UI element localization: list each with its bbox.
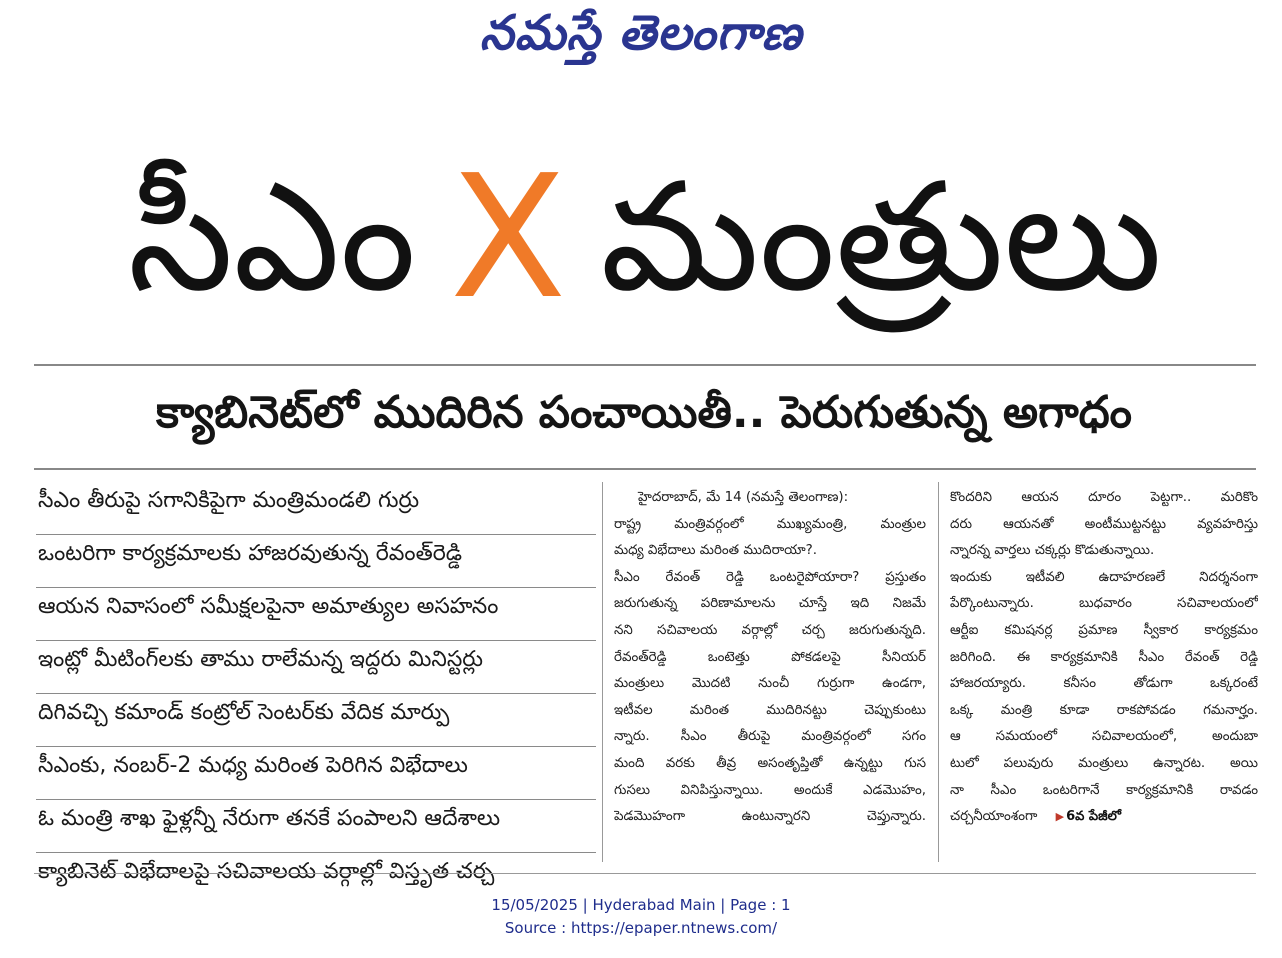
article-line-last <box>950 804 1258 831</box>
article-line: గుసలు వినిపిస్తున్నాయి. అందుకే ఎడమొహం, <box>614 782 926 798</box>
highlights-list <box>36 482 596 905</box>
subheadline-divider <box>34 468 1256 470</box>
article-column-2 <box>950 485 1258 831</box>
article-line: నా సీఎం ఒంటరిగానే కార్యక్రమానికి రావడం <box>950 782 1258 798</box>
highlight-item: సీఎంకు, నంబర్‌-2 మధ్య మరింత పెరిగిన విభేదాలు <box>36 747 596 800</box>
article-line: టులో పలువురు మంత్రులు ఉన్నారట. అయి <box>950 755 1258 771</box>
headline-divider <box>34 364 1256 366</box>
article-line: సీఎం రేవంత్‌ రెడ్డి ఒంటరైపోయారా? ప్రస్తుతం <box>614 569 926 585</box>
arrow-icon: ▶ <box>1055 810 1065 824</box>
footer-divider <box>34 873 1256 874</box>
footer-date-edition: 15/05/2025 | Hyderabad Main | Page : 1 <box>491 896 791 914</box>
highlight-item: దిగివచ్చి కమాండ్‌ కంట్రోల్‌ సెంటర్‌కు వేదిక మార్పు <box>36 694 596 747</box>
headline-right: మంత్రులు <box>600 151 1163 325</box>
article-line: ఆ సమయంలో సచివాలయంలో, అందుబా <box>950 729 1258 745</box>
subheadline: క్యాబినెట్‌లో ముదిరిన పంచాయితీ.. పెరుగుతున్న అగాధం <box>156 387 1132 438</box>
article-line: మంత్రులు మొదటి నుంచీ గుర్రుగా ఉండగా, <box>614 676 926 692</box>
headline-versus-mark: X <box>449 139 567 337</box>
article-line: కొందరిని ఆయన దూరం పెట్టగా.. మరికొం <box>950 490 1258 505</box>
article-line: హైదరాబాద్‌, మే 14 (నమస్తే తెలంగాణ): <box>638 490 849 505</box>
highlight-item: క్యాబినెట్‌ విభేదాలపై సచివాలయ వర్గాల్లో విస్తృత చర్చ <box>38 859 495 884</box>
continuation-link[interactable] <box>1056 809 1121 824</box>
article-line: రాష్ట్ర మంత్రివర్గంలో ముఖ్యమంత్రి, మంత్రుల <box>614 516 926 532</box>
masthead <box>0 4 1282 74</box>
article-line: హాజరయ్యారు. కనీసం తోడుగా ఒక్కరంటే <box>950 676 1258 692</box>
column-divider <box>602 482 603 862</box>
article-line: పేర్కొంటున్నారు. బుధవారం సచివాలయంలో <box>950 596 1258 612</box>
column-divider <box>938 482 939 862</box>
article-line: ఇటీవల మరింత ముదిరినట్టు చెప్పుకుంటు <box>614 702 926 718</box>
highlight-item: సీఎం తీరుపై సగానికిపైగా మంత్రిమండలి గుర్రు <box>36 482 596 535</box>
highlight-item: ఇంట్లో మీటింగ్‌లకు తాము రాలేమన్న ఇద్దరు మినిస్టర్లు <box>36 641 596 694</box>
article-line: చర్చనీయాంశంగా <box>950 809 1038 825</box>
article-line: ఆర్టీఐ కమిషనర్ల ప్రమాణ స్వీకార కార్యక్రమం <box>950 622 1258 638</box>
highlight-item: ఓ మంత్రి శాఖ ఫైళ్లన్నీ నేరుగా తనకే పంపాలని ఆదేశాలు <box>36 800 596 853</box>
article-line: న్నారు. సీఎం తీరుపై మంత్రివర్గంలో సగం <box>614 729 926 745</box>
article-line: నని సచివాలయ వర్గాల్లో చర్చ జరుగుతున్నది. <box>614 622 926 638</box>
article-column-1 <box>614 485 926 831</box>
continuation-label: 6వ పేజీలో <box>1066 809 1122 825</box>
footer-source: Source : https://epaper.ntnews.com/ <box>504 919 778 937</box>
article-line: మంది వరకు తీవ్ర అసంతృప్తితో ఉన్నట్టు గుస <box>614 755 926 771</box>
footer <box>0 894 1282 940</box>
article-line: మధ్య విభేదాలు మరింత ముదిరాయా?. <box>614 543 818 559</box>
highlight-item: ఆయన నివాసంలో సమీక్షలపైనా అమాత్యుల అసహనం <box>36 588 596 641</box>
article-line: న్నారన్న వార్తలు చక్కర్లు కొడుతున్నాయి. <box>950 543 1155 559</box>
main-headline <box>20 118 1270 358</box>
article-line: రేవంత్‌రెడ్డి ఒంటెత్తు పోకడలపై సీనియర్‌ <box>614 649 926 665</box>
article-line: ఒక్క మంత్రి కూడా రాకపోవడం గమనార్హం. <box>950 702 1258 718</box>
article-line: పెడమొహంగా ఉంటున్నారని చెప్తున్నారు. <box>614 809 926 825</box>
article-line: దరు ఆయనతో అంటీముట్టనట్టు వ్యవహరిస్తు <box>950 516 1258 532</box>
article-line: జరిగింది. ఈ కార్యక్రమానికి సీఎం రేవంత్‌ రెడ్డి <box>950 649 1258 665</box>
headline-left: సీఎం <box>127 151 416 325</box>
masthead-logo: నమస్తే తెలంగాణ <box>479 5 803 61</box>
highlight-item: ఒంటరిగా కార్యక్రమాలకు హాజరవుతున్న రేవంత్‌రెడ్డి <box>36 535 596 588</box>
article-line: జరుగుతున్న పరిణామాలను చూస్తే ఇది నిజమే <box>614 596 926 612</box>
article-line: ఇందుకు ఇటీవలి ఉదాహరణలే నిదర్శనంగా <box>950 569 1258 585</box>
